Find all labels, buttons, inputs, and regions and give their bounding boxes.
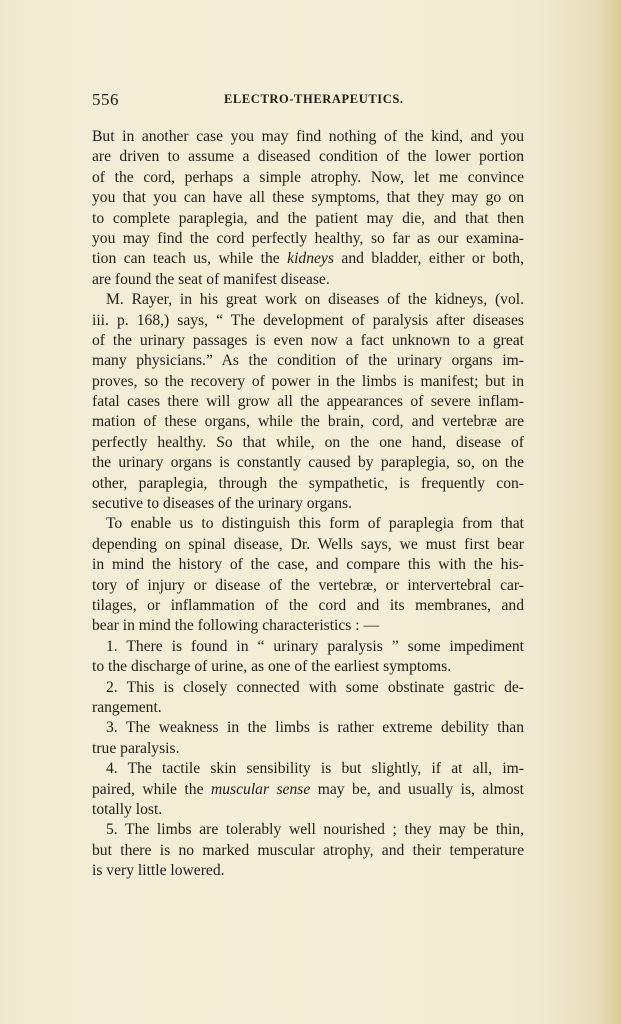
text-line: true paralysis. bbox=[92, 739, 180, 757]
text-line: tilages, or inflammation of the cord and its membranes, and bbox=[92, 596, 524, 614]
text-line: totally lost. bbox=[92, 800, 163, 818]
text-line: of the urinary passages is even now a fact unknown to a great bbox=[92, 331, 524, 349]
text-line: 3. The weakness in the limbs is rather extreme debility than bbox=[106, 719, 524, 737]
text-line: paired, while the muscular sense may be, and usually is, almost bbox=[92, 780, 524, 798]
text-line: but there is no marked muscular atrophy, and their temperature bbox=[92, 841, 524, 859]
text-line: is very little lowered. bbox=[92, 862, 225, 880]
text-line: are driven to assume a diseased condition of the lower portion bbox=[92, 148, 524, 166]
text-line: 5. The limbs are tolerably well nourished ; they may be thin, bbox=[106, 821, 524, 839]
text-line: mation of these organs, while the brain, cord, and vertebræ are bbox=[92, 413, 524, 431]
text-line: 4. The tactile skin sensibility is but slightly, if at all, im- bbox=[106, 760, 524, 778]
italic-emphasis: kidneys bbox=[287, 250, 334, 268]
page-number: 556 bbox=[92, 90, 119, 109]
text-line: you may find the cord perfectly healthy, so far as our examina- bbox=[92, 229, 524, 247]
text-line: the urinary organs is constantly caused by paraplegia, so, on the bbox=[92, 454, 524, 472]
text-line: fatal cases there will grow all the appearances of severe inflam- bbox=[92, 393, 524, 411]
text-line: depending on spinal disease, Dr. Wells says, we must first bear bbox=[92, 535, 524, 553]
text-line: many physicians.” As the condition of the urinary organs im- bbox=[92, 352, 524, 370]
body-text bbox=[92, 127, 524, 881]
text-line: tion can teach us, while the kidneys and bladder, either or both, bbox=[92, 250, 524, 268]
text-line: 1. There is found in “ urinary paralysis ” some impediment bbox=[106, 637, 524, 655]
text-line: 2. This is closely connected with some obstinate gastric de- bbox=[106, 678, 524, 696]
page-header bbox=[92, 90, 524, 112]
text-line: proves, so the recovery of power in the limbs is manifest; but in bbox=[92, 372, 524, 390]
text-line: in mind the history of the case, and compare this with the his- bbox=[92, 556, 524, 574]
text-line: you that you can have all these symptoms, that they may go on bbox=[92, 189, 524, 207]
text-line: tory of injury or disease of the vertebræ, or intervertebral car- bbox=[92, 576, 524, 594]
text-line: perfectly healthy. So that while, on the one hand, disease of bbox=[92, 433, 524, 451]
text-line: rangement. bbox=[92, 698, 162, 716]
text-line: other, paraplegia, through the sympathetic, is frequently con- bbox=[92, 474, 524, 492]
text-line: bear in mind the following characteristics : — bbox=[92, 617, 380, 635]
text-line: to the discharge of urine, as one of the earliest symptoms. bbox=[92, 658, 452, 676]
text-line: M. Rayer, in his great work on diseases of the kidneys, (vol. bbox=[106, 291, 524, 309]
text-line: of the cord, perhaps a simple atrophy. Now, let me convince bbox=[92, 168, 524, 186]
text-line: are found the seat of manifest disease. bbox=[92, 270, 330, 288]
text-line: secutive to diseases of the urinary organs. bbox=[92, 495, 352, 513]
text-line: To enable us to distinguish this form of paraplegia from that bbox=[106, 515, 524, 533]
text-line: But in another case you may find nothing of the kind, and you bbox=[92, 128, 524, 145]
page-edge-shadow bbox=[603, 0, 621, 1024]
italic-emphasis: muscular sense bbox=[210, 780, 311, 798]
running-head: ELECTRO-THERAPEUTICS. bbox=[224, 92, 404, 106]
text-line: iii. p. 168,) says, “ The development of paralysis after diseases bbox=[92, 311, 524, 329]
text-line: to complete paraplegia, and the patient may die, and that then bbox=[92, 209, 524, 227]
